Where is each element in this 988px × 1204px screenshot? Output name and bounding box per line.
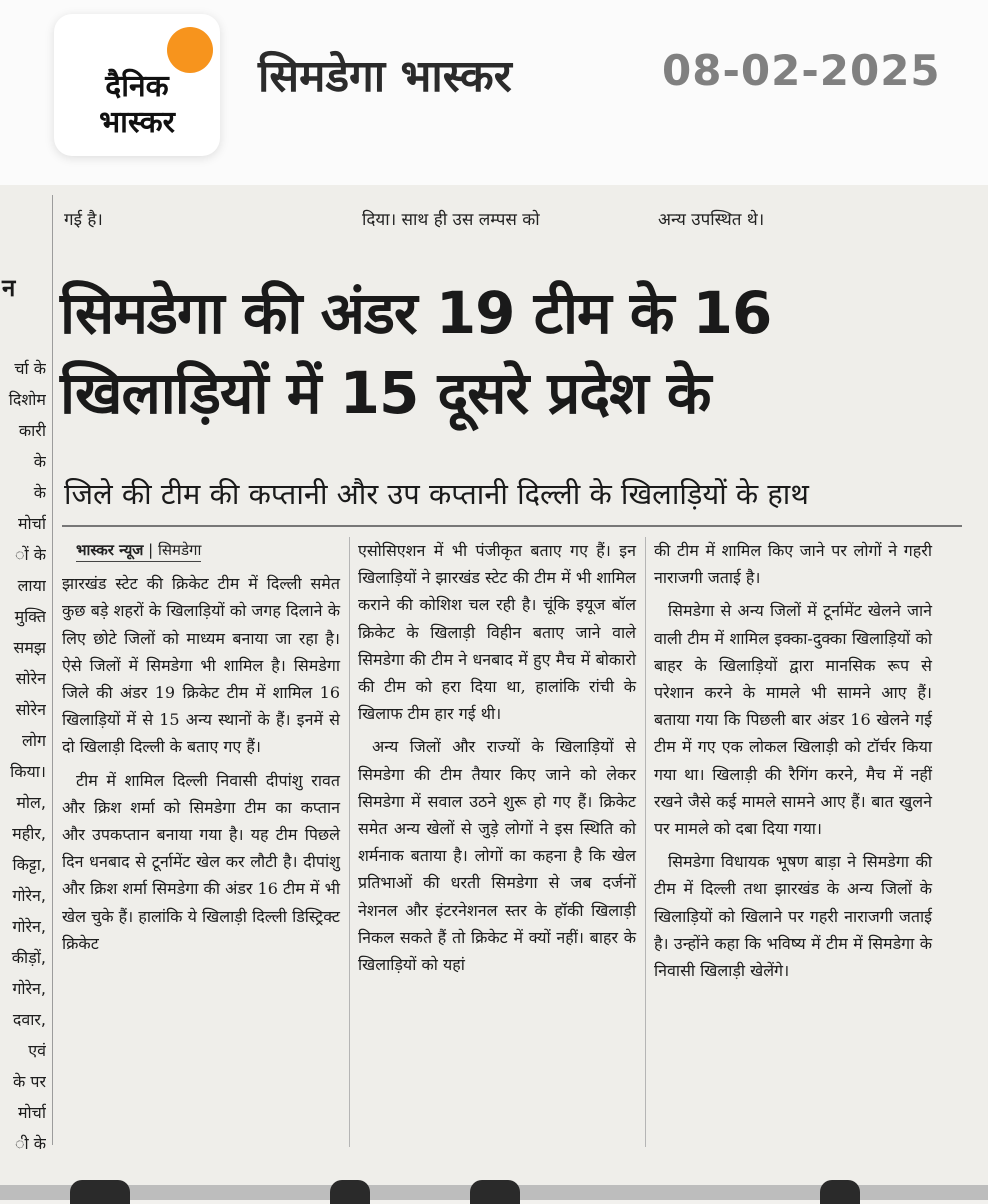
side-fragment-line: मोर्चा [17, 514, 46, 533]
side-fragment-line: गोरेन, [12, 886, 46, 905]
edition-title: सिमडेगा भास्कर [258, 51, 512, 102]
app-header [0, 0, 988, 185]
side-fragment-line: गोरेन, [12, 979, 46, 998]
byline: भास्कर न्यूज | सिमडेगा [62, 537, 340, 564]
top-fragment-right: अन्य उपस्थित थे। [658, 210, 765, 230]
side-column-heading: न [2, 274, 16, 302]
top-fragment-left: गई है। [64, 210, 103, 230]
side-fragment-line: किया। [10, 762, 46, 781]
side-fragment-line: महीर, [12, 824, 46, 843]
headline-rule [62, 525, 962, 527]
byline-place: सिमडेगा [158, 541, 202, 559]
side-fragment-line: के पर [12, 1072, 46, 1091]
logo-text-line1: दैनिक [105, 69, 169, 104]
sun-logo-icon [167, 27, 213, 73]
article-headline [60, 273, 960, 433]
newspaper-clipping [0, 185, 988, 1185]
side-fragment-line: किट्टा, [12, 855, 46, 874]
side-fragment-line: गोरेन, [12, 917, 46, 936]
side-fragment-line: समझ [13, 638, 46, 657]
edition-date: 08-02-2025 [662, 46, 941, 95]
cut-off-headline-glyph [330, 1180, 370, 1204]
side-fragment-line: दिशोम [8, 390, 46, 409]
column-separator [349, 537, 350, 1147]
logo-text-line2: भास्कर [99, 105, 175, 140]
column-divider [52, 195, 53, 1145]
side-fragment-line: एवं [28, 1041, 46, 1060]
dainik-bhaskar-logo [54, 14, 220, 156]
article-subheadline: जिले की टीम की कप्तानी और उप कप्तानी दिल्ली के खिलाड़ियों के हाथ [64, 477, 809, 511]
side-fragment-line: ों के [14, 545, 46, 564]
paragraph: अन्य जिलों और राज्यों के खिलाड़ियों से सिमडेगा की टीम तैयार किए जाने को लेकर सिमडेगा में सवाल उठने शुरू हो गए हैं। क्रिकेट समेत अन्य खेलों से जुड़े लोगों ने इस स्थिति को शर्मनाक बताया है। लोगों का कहना है कि खेल प्रतिभाओं की धरती सिमडेगा से जब दर्जनों नेशनल और इंटरनेशनल स्तर के हॉकी खिलाड़ी निकल सकते हैं तो क्रिकेट में क्यों नहीं। बाहर के खिलाड़ियों को यहां [358, 737, 636, 975]
paragraph: एसोसिएशन में भी पंजीकृत बताए गए हैं। इन खिलाड़ियों ने झारखंड स्टेट की टीम में भी शामिल कराने की कोशिश चल रही है। चूंकि इयूज बॉल क्रिकेट के खिलाड़ी विहीन बताए जाने वाले सिमडेगा की टीम ने धनबाद में हुए मैच में बोकारो की टीम को हरा दिया था, हालांकि रांची के खिलाफ टीम हार गई थी। [358, 541, 636, 724]
headline-line-2: खिलाड़ियों में 15 दूसरे प्रदेश के [60, 359, 711, 427]
side-fragment-line: ी के [14, 1134, 46, 1153]
side-fragment-line: दवार, [12, 1010, 46, 1029]
side-fragment-line: सोरेन [15, 700, 46, 719]
article-column-1 [62, 537, 340, 963]
side-fragment-line: लाया [17, 576, 46, 595]
side-fragment-line: सोरेन [15, 669, 46, 688]
paragraph: की टीम में शामिल किए जाने पर लोगों ने गहरी नाराजगी जताई है। [654, 541, 932, 588]
column-separator [645, 537, 646, 1147]
byline-source: भास्कर न्यूज [76, 541, 144, 559]
side-fragment-line: कीड़ों, [11, 948, 46, 967]
paragraph: सिमडेगा विधायक भूषण बाड़ा ने सिमडेगा की टीम में दिल्ली तथा झारखंड के अन्य जिलों के खिलाड़ियों को खिलाने पर गहरी नाराजगी जताई है। उन्होंने कहा कि भविष्य में टीम में सिमडेगा के निवासी खिलाड़ी खेलेंगे। [654, 852, 932, 981]
side-fragment-line: कारी [18, 421, 46, 440]
side-fragment-line: के [33, 452, 46, 471]
cut-off-headline-glyph [470, 1180, 520, 1204]
side-fragment-line: लोग [21, 731, 46, 750]
side-fragment-line: के [33, 483, 46, 502]
paragraph: टीम में शामिल दिल्ली निवासी दीपांशु रावत और क्रिश शर्मा को सिमडेगा टीम का कप्तान और उपकप्तान बनाया गया है। यह टीम पिछले दिन धनबाद से टूर्नामेंट खेल कर लौटी है। दीपांशु और क्रिश शर्मा सिमडेगा की अंडर 16 टीम में भी खेल चुके हैं। हालांकि ये खिलाड़ी दिल्ली डिस्ट्रिक्ट क्रिकेट [62, 770, 340, 953]
cut-off-headline-glyph [820, 1180, 860, 1204]
paragraph: सिमडेगा से अन्य जिलों में टूर्नामेंट खेलने जाने वाली टीम में शामिल इक्का-दुक्का खिलाड़ियों को बाहर के खिलाड़ियों द्वारा मानसिक रूप से परेशान करने के मामले भी सामने आए हैं। बताया गया कि पिछली बार अंडर 16 खेलने गई टीम में गए एक लोकल खिलाड़ी को टॉर्चर किया गया था। खिलाड़ी की रैगिंग करने, मैच में नहीं रखने जैसे कई मामले सामने आए हैं। बात खुलने पर मामले को दबा दिया गया। [654, 601, 932, 839]
article-column-3 [654, 537, 932, 990]
side-fragment-line: मुक्ति [14, 607, 46, 626]
cut-off-headline-glyph [70, 1180, 130, 1204]
article-column-2 [358, 537, 636, 984]
headline-line-1: सिमडेगा की अंडर 19 टीम के 16 [60, 279, 772, 347]
paragraph: झारखंड स्टेट की क्रिकेट टीम में दिल्ली समेत कुछ बड़े शहरों के खिलाड़ियों को जगह दिलाने के लिए छोटे जिलों को माध्यम बनाया जा रहा है। ऐसे जिलों में सिमडेगा भी शामिल है। सिमडेगा जिले की अंडर 19 क्रिकेट टीम में शामिल 16 खिलाड़ियों में से 15 अन्य स्थानों के हैं। इनमें से दो खिलाड़ी दिल्ली के बताए गए हैं। [62, 574, 340, 757]
top-fragment-middle: दिया। साथ ही उस लम्पस को [362, 210, 540, 230]
side-fragment-line: मोर्चा [17, 1103, 46, 1122]
side-fragment-line: मोल, [16, 793, 46, 812]
side-column-fragment [0, 353, 46, 1159]
side-fragment-line: र्चा के [14, 359, 46, 378]
